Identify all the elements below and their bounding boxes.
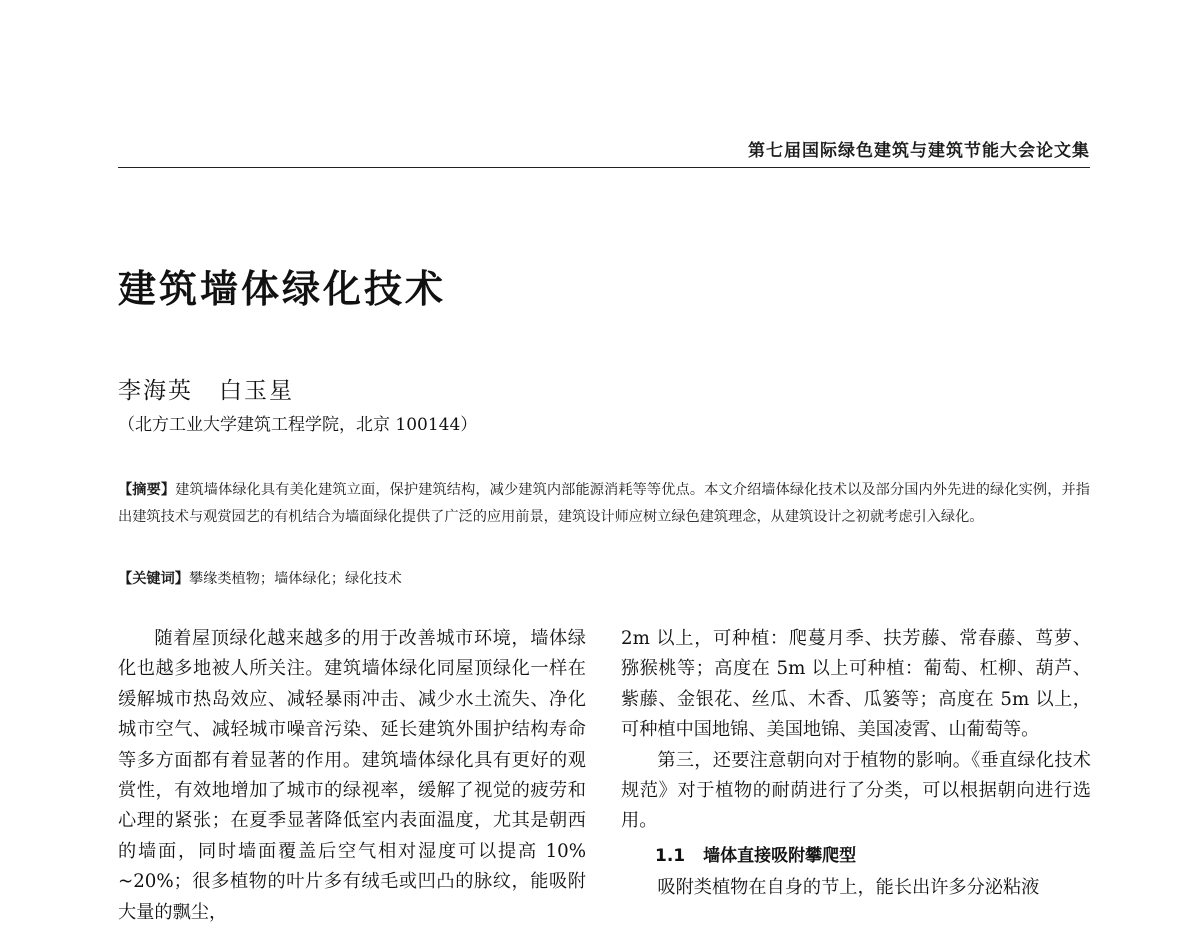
abstract xyxy=(118,477,1090,531)
author-name: 白玉星 xyxy=(219,378,294,404)
body-paragraph: 吸附类植物在自身的节上，能长出许多分泌粘液 xyxy=(657,876,1040,898)
keywords xyxy=(118,566,402,593)
section-number: 1.1 xyxy=(655,845,686,866)
article-title: 建筑墙体绿化技术 xyxy=(118,267,447,311)
keywords-label: 【关键词】 xyxy=(118,571,189,587)
author-name: 李海英 xyxy=(118,378,193,404)
section-title: 墙体直接吸附攀爬型 xyxy=(703,845,857,866)
section-heading xyxy=(655,841,1091,871)
header-rule xyxy=(118,167,1090,168)
body-column-right xyxy=(621,624,1091,903)
running-header: 第七届国际绿色建筑与建筑节能大会论文集 xyxy=(748,141,1090,161)
author-affiliation: （北方工业大学建筑工程学院，北京 100144） xyxy=(118,415,478,435)
abstract-label: 【摘要】 xyxy=(118,482,176,498)
body-paragraph: 第三，还要注意朝向对于植物的影响。《垂直绿化技术规范》对于植物的耐荫进行了分类，可以根据朝向进行选用。 xyxy=(621,749,1091,832)
body-paragraph: 随着屋顶绿化越来越多的用于改善城市环境，墙体绿化也越多地被人所关注。建筑墙体绿化同屋顶绿化一样在缓解城市热岛效应、减轻暴雨冲击、减少水土流失、净化城市空气、减轻城市噪音污染、延长建筑外围护结构寿命等多方面都有着显著的作用。建筑墙体绿化具有更好的观赏性，有效地增加了城市的绿视率，缓解了视觉的疲劳和心理的紧张；在夏季显著降低室内表面温度，尤其是朝西的墙面，同时墙面覆盖后空气相对湿度可以提高 10% ~20%；很多植物的叶片多有绒毛或凹凸的脉纹，能吸附大量的飘尘， xyxy=(118,628,586,923)
body-paragraph: 2m 以上，可种植：爬蔓月季、扶芳藤、常春藤、茑萝、猕猴桃等；高度在 5m 以上可种植：葡萄、杠柳、葫芦、紫藤、金银花、丝瓜、木香、瓜篓等；高度在 5m 以上，可种植中国地锦、美国地锦、美国凌霄、山葡萄等。 xyxy=(621,628,1091,741)
body-column-left xyxy=(118,624,586,928)
abstract-text: 建筑墙体绿化具有美化建筑立面，保护建筑结构，减少建筑内部能源消耗等等优点。本文介绍墙体绿化技术以及部分国内外先进的绿化实例，并指出建筑技术与观赏园艺的有机结合为墙面绿化提供了广泛的应用前景，建筑设计师应树立绿色建筑理念，从建筑设计之初就考虑引入绿化。 xyxy=(118,482,1090,525)
author-list xyxy=(118,372,294,405)
keywords-text: 攀缘类植物；墙体绿化；绿化技术 xyxy=(188,571,402,587)
